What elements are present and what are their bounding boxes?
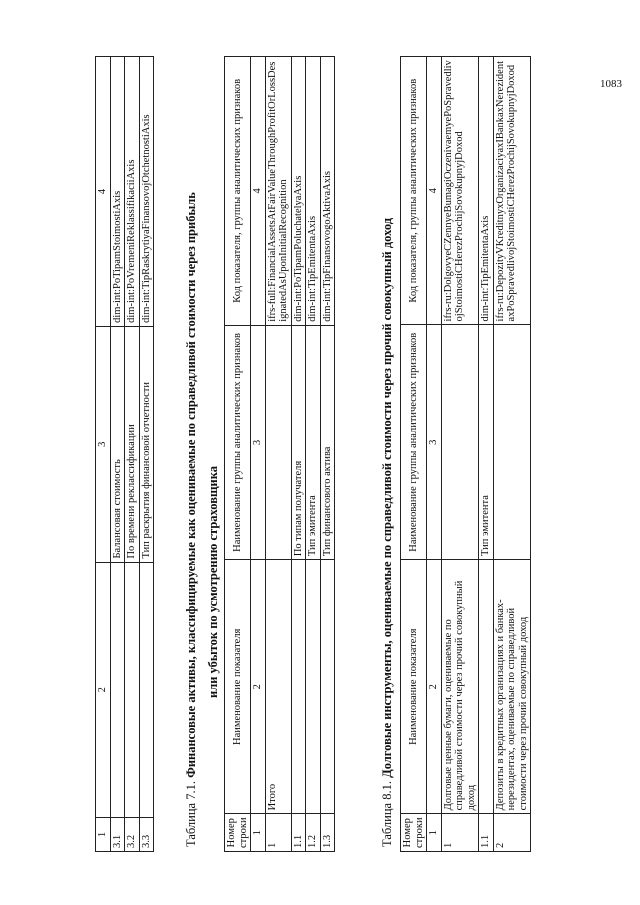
indicator-code: dim-int:TipEmitentaAxis [306, 57, 321, 326]
row-number: 3.1 [110, 818, 125, 852]
indicator-code: dim-int:PoTipamStoimostiAxis [110, 57, 125, 327]
column-number: 4 [427, 57, 442, 325]
caption-title-continued: или убыток по усмотрению страховщика [206, 465, 220, 698]
header-row [401, 57, 427, 852]
group-name: Тип эмитента [479, 325, 494, 560]
group-name: Балансовая стоимость [110, 326, 125, 562]
table-row [306, 57, 321, 852]
column-number: 2 [427, 560, 442, 814]
indicator-name: Долговые ценные бумаги, оцениваемые по справедливой стоимости через прочий совокупный доход [441, 560, 479, 814]
indicator-code: dim-int:PoVremeniReklassifikaciiAxis [125, 57, 140, 327]
table-8-1 [400, 56, 531, 852]
indicator-name [110, 562, 125, 817]
caption-title: Финансовые активы, классифицируемые как оцениваемые по справедливой стоимости через прибыль [184, 192, 198, 778]
column-number: 4 [96, 57, 111, 327]
row-number: 1 [265, 814, 291, 852]
column-number: 3 [427, 325, 442, 560]
group-name: Тип раскрытия финансовой отчетности [139, 326, 154, 562]
continuation-table [95, 56, 154, 852]
indicator-name [139, 562, 154, 817]
table-8-1-caption [380, 218, 395, 847]
indicator-code: dim-int:PoTipamPoluchatelyaAxis [291, 57, 306, 326]
group-name: Тип финансового актива [320, 325, 335, 559]
indicator-code: ifrs-ru:DolgovyeCZennyeBumagiOczenivaemyePoSpravedlivojStoimostiCHerezProchijSovokupnyjDoxod [441, 57, 479, 325]
indicator-name [306, 560, 321, 814]
table-row [265, 57, 291, 852]
column-number: 3 [96, 326, 111, 562]
table-row [320, 57, 335, 852]
caption-title: Долговые инструменты, оцениваемые по справедливой стоимости через прочий совокупный доход [380, 217, 394, 778]
row-number: 3.3 [139, 818, 154, 852]
header-cell: Номер строки [401, 814, 427, 852]
column-numbering-row [251, 57, 266, 852]
indicator-name [291, 560, 306, 814]
table-row [493, 57, 531, 852]
row-number: 1 [441, 814, 479, 852]
table-row [139, 57, 154, 852]
group-name: По времени реклассификации [125, 326, 140, 562]
group-name [493, 325, 531, 560]
caption-label: Таблица 7.1. [184, 781, 198, 847]
table-7-1 [224, 56, 335, 852]
table-7-1-caption [184, 192, 199, 847]
column-number: 2 [96, 562, 111, 817]
table-row [441, 57, 479, 852]
group-name: Тип эмитента [306, 325, 321, 559]
column-numbering-row [96, 57, 111, 852]
table-row [110, 57, 125, 852]
row-number: 1.2 [306, 814, 321, 852]
page-number: 1083 [600, 78, 622, 90]
indicator-code: ifrs-ru:DepozityVKreditnyxOrganizaciyaxIBankaxNerezidentaxPoSpravedlivojStoimostiCHerezProchijSovokupnyjDoxod [493, 57, 531, 325]
header-cell: Наименование группы аналитических признаков [225, 325, 251, 559]
indicator-name [320, 560, 335, 814]
caption-label: Таблица 8.1. [380, 781, 394, 847]
row-number: 1.1 [479, 814, 494, 852]
group-name: По типам получателя [291, 325, 306, 559]
column-number: 2 [251, 560, 266, 814]
header-cell: Номер строки [225, 814, 251, 852]
header-cell: Наименование показателя [225, 560, 251, 814]
header-cell: Код показателя, группы аналитических признаков [225, 57, 251, 326]
column-numbering-row [427, 57, 442, 852]
column-number: 1 [427, 814, 442, 852]
header-cell: Наименование группы аналитических признаков [401, 325, 427, 560]
indicator-name: Итого [265, 560, 291, 814]
header-cell: Код показателя, группы аналитических признаков [401, 57, 427, 325]
column-number: 4 [251, 57, 266, 326]
group-name [265, 325, 291, 559]
table-row [125, 57, 140, 852]
group-name [441, 325, 479, 560]
column-number: 1 [251, 814, 266, 852]
header-row [225, 57, 251, 852]
indicator-name [125, 562, 140, 817]
indicator-code: ifrs-full:FinancialAssetsAtFairValueThroughProfitOrLossDesignatedAsUponInitialRecognition [265, 57, 291, 326]
indicator-name: Депозиты в кредитных организациях и банках-нерезидентах, оцениваемые по справедливой стоимости через прочий совокупный доход [493, 560, 531, 814]
column-number: 1 [96, 818, 111, 852]
table-row [479, 57, 494, 852]
table-7-1-caption-continued [206, 466, 221, 698]
row-number: 2 [493, 814, 531, 852]
row-number: 1.3 [320, 814, 335, 852]
column-number: 3 [251, 325, 266, 559]
row-number: 1.1 [291, 814, 306, 852]
row-number: 3.2 [125, 818, 140, 852]
indicator-code: dim-int:TipRaskrytiyaFinansovojOtchetnostiAxis [139, 57, 154, 327]
indicator-name [479, 560, 494, 814]
header-cell: Наименование показателя [401, 560, 427, 814]
table-row [291, 57, 306, 852]
indicator-code: dim-int:TipEmitentaAxis [479, 57, 494, 325]
indicator-code: dim-int:TipFinansovogoAktivaAxis [320, 57, 335, 326]
